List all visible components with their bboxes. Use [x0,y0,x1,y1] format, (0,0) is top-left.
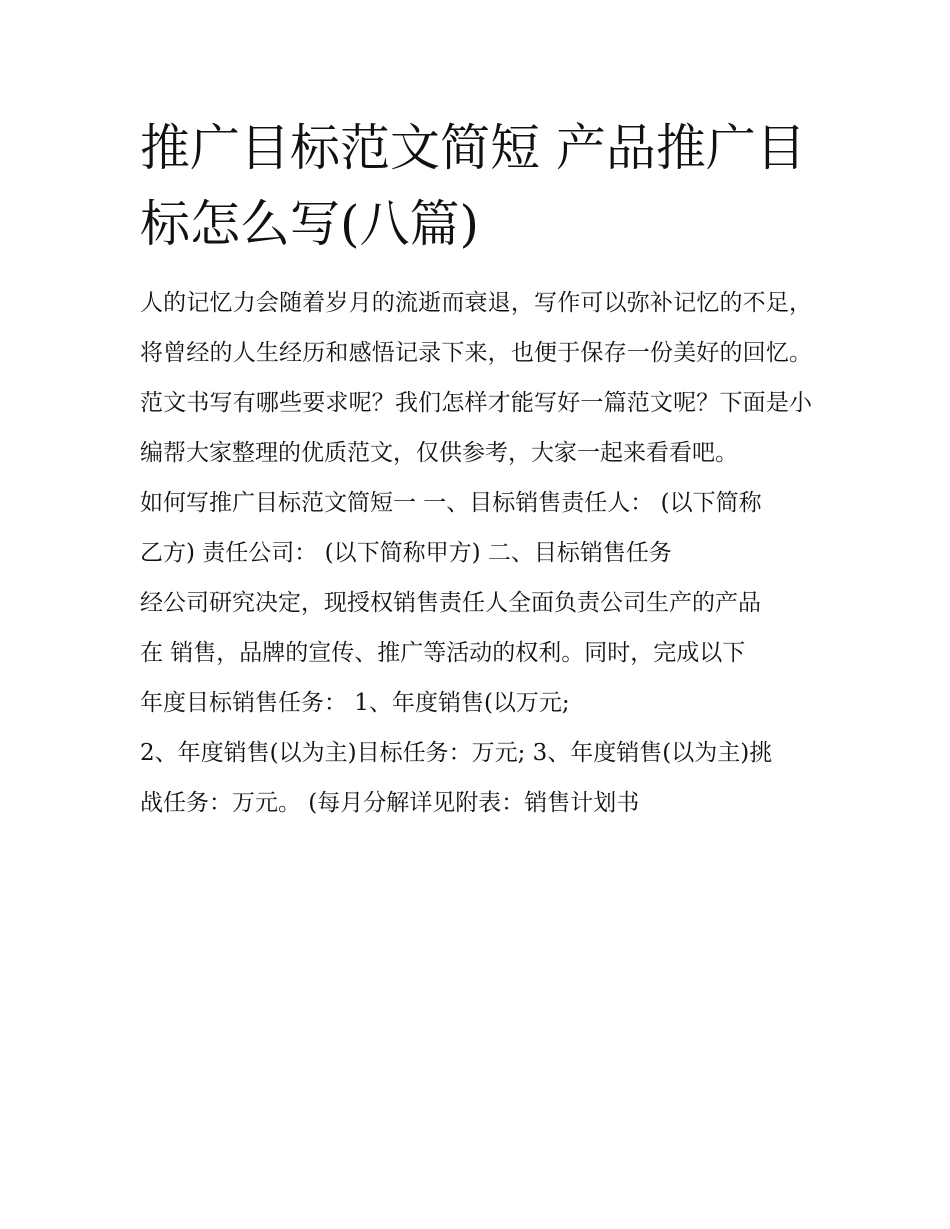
section-line-1: 如何写推广目标范文简短一 一、目标销售责任人： (以下简称 [140,490,762,516]
body-paragraph [140,578,812,728]
task-paragraph [140,728,812,828]
title-line-2: 标怎么写(八篇) [140,195,480,253]
intro-paragraph: 人的记忆力会随着岁月的流逝而衰退，写作可以弥补记忆的不足，将曾经的人生经历和感悟记录下来，也便于保存一份美好的回忆。范文书写有哪些要求呢？我们怎样才能写好一篇范文呢？下面是小编帮大家整理的优质范文，仅供参考，大家一起来看看吧。 [140,290,812,466]
body-line-2: 在 销售，品牌的宣传、推广等活动的权利。同时，完成以下 [140,640,746,666]
section-heading-paragraph [140,478,812,578]
title-line-1: 推广目标范文简短 产品推广目 [140,119,806,177]
task-line-2: 战任务：万元。 (每月分解详见附表：销售计划书 [140,790,640,816]
document-content [140,110,812,828]
document-title [140,110,812,262]
body-line-3: 年度目标销售任务： 1、年度销售(以万元; [140,690,570,716]
task-line-1: 2、年度销售(以为主)目标任务：万元; 3、年度销售(以为主)挑 [140,740,773,766]
section-line-2: 乙方) 责任公司： (以下简称甲方) 二、目标销售任务 [140,540,672,566]
body-line-1: 经公司研究决定，现授权销售责任人全面负责公司生产的产品 [140,590,761,616]
